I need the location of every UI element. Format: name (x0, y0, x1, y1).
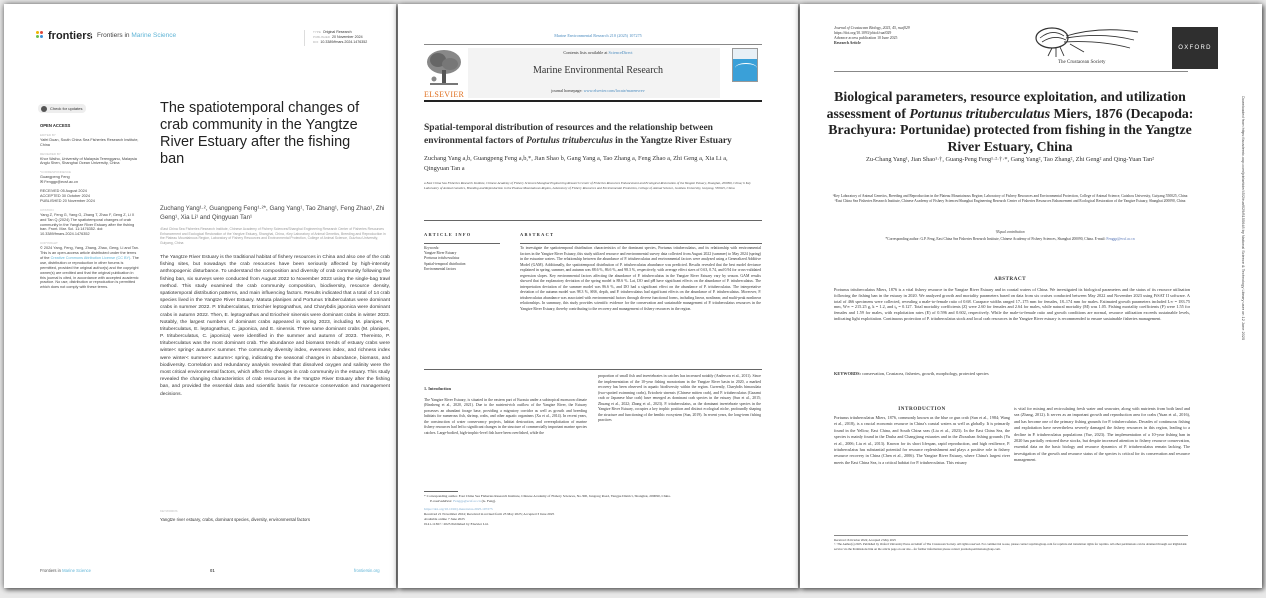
introduction-column-right: is vital for mixing and recirculating fresh water and seawater, along with nutrients from both land and sea (Zhang, 2012). It serves as an important growth and reproduction area for crabs (Yuan et al., 2016), and has become one of the primary fishing grounds for P. trituberculatus. Decades of continuous fishing and exploitation have nevertheless severely damaged the fishery resources in this region, leading to a decline in P. trituberculatus populations (Yue, 2023). The implementation of a 10-year fishing ban in 2020 has partially restored these stocks, but despite increased attention to fishery resource conservation, essential data on the basic biology and resource dynamics of P. trituberculatus remain lacking. The investigation of the growth and resource status of the species is critical for its conservation and resource management. (1014, 406, 1190, 463)
author-list: Zuchang Yang a,b, Guangpeng Feng a,b,*, Jian Shao b, Gang Yang a, Tao Zhang a, Feng Zhao a, Zhi Geng a, Xia Li a, Qingyuan Tan a (424, 155, 728, 172)
download-watermark: Downloaded from https://academic.oup.com/jcb/article/45/2/ruaf029/8155648 by National Science & Technology Library user on 12 June 2025 (1241, 96, 1246, 341)
journal-homepage: journal homepage: www.elsevier.com/locate/marenvrev (551, 88, 645, 93)
introduction-column-left: 1. Introduction The Yangtze River Estuary, is situated in the eastern part of Eurasia under a subtropical monsoon climate (Binsheng et al., 2020, 2021). Due to the nutrient-rich outflow of the Yangtze River, the Estuary possesses an abundant forage base, providing a migratory corridor as well as growth and breeding habitats for numerous fish, shrimp, crabs, and other aquatic organisms (Xu et al., 2014). In recent years, the construction of water conservancy projects, habitat destruction, and overexploitation of marine fishery resources had led to significant changes in the structure of commercially important marine species catches. Large-bodied, high-trophic-level fish have been overfished, while the (424, 386, 587, 435)
email-link[interactable]: Fenggp@ecsf.ac.cn (453, 499, 481, 503)
correspondence-email[interactable]: ✉ Fenggp@ecsf.ac.cn (40, 180, 79, 185)
footnotes: * Corresponding author. East China Sea Fisheries Research Institute, Chinese Academy of Fishery Sciences, No.300, Jungong Road, Yangpu District, Shanghai, 200090, China. E-mail address: Fenggp@ecsf.ac.cn (G. Feng). https://doi.org/10.1016/j.marenvres.2025.107275 Received 21 November 2024; Received in revised form 23 May 2025; Accepted 3 June 2025 Available online 7 June 2025 0141-1136/© 2025 Published by Elsevier Ltd. (424, 494, 761, 527)
license-link[interactable]: Creative Commons Attribution License (CC BY) (50, 255, 131, 260)
sciencedirect-link[interactable]: ScienceDirect (608, 50, 633, 55)
paper-page-frontiers (4, 4, 396, 588)
abstract-text: The Yangtze River Estuary is the traditional habitat of fishery resources in China and also one of the crab fishing sites, but nowadays the crab resources have been seriously affected by high-intensity anthropogenic disturbance. To understand the composition and diversity of crab community following the fishing ban, six surveys were conducted from August 2022 to November 2023 using the single-bag trawl method. This study examined the crab community composition, biodiversity, resource density, spatiotemporal distribution patterns, and main influencing factors. Results indicated that a total of 14 crab species lived in the Yangtze River Estuary. Matuta planipes and Portunus trituberculatus were dominant crabs in summer 2022. P. trituberculatus, Eriochier leptognathus, and Charybdis japonica were dominant crabs in autumn 2022. Then, E. leptognathus and Eriocheir sinensis were dominant crabs in winter 2023. Notably, the largest numbers of dominant crabs appeared in spring 2023, including M. planipes, P. trituberculatus, E. leptognathus, C. japonica, and E. sinensis. Three same dominant crabs (M. planipes, P. trituberculatus, C. japonica) were identified in the summer and autumn of 2023. Thereinto, P. trituberculatus was the most dominant crab. The abundance and biomass trends of estuary crabs were winter< spring< autumn< summer. The community diversity index, evenness index, and richness index were winter< summer< autumn< spring, indicating the seasonal changes in abundance, biomass, and biodiversity. Correlation and redundancy analysis revealed that dissolved oxygen and salinity were the most critical environmental factors, which affect the changes in crab community in the estuary. This study revealed the changing characteristics of crab resources in the Yangtze River Estuary after the fishing ban, and provided the essential data and scientific basis for resource conservation and management decisions. (160, 255, 390, 397)
footer-journal: Frontiers in Marine Science (40, 568, 91, 573)
abstract-heading: ABSTRACT (993, 276, 1027, 282)
homepage-link[interactable]: www.elsevier.com/locate/marenvrev (583, 88, 645, 93)
affiliations: a East China Sea Fisheries Research Institute, Chinese Academy of Fishery Sciences/Shanghai Engineering Research Center of Fisheries Resources Enhancement and Ecological Restoration of the Yangtze Estuary, Shanghai, 200090, China; b Key Laboratory of Animal Genetics, Breeding and Reproduction in the Plateau Mountainous Region, Laboratory of Fishery Resources and Environmental Protection, College of Animal Science, Guizhou University, Guiyang, 550025, China (424, 181, 751, 190)
keywords: Yangtze river estuary, crabs, dominant species, diversity, environmental factors (160, 517, 310, 522)
divider (834, 535, 1188, 536)
open-access-label: OPEN ACCESS (40, 123, 71, 128)
journal-cover-thumbnail (732, 48, 758, 82)
article-title: The spatiotemporal changes of crab community in the Yangtze River Estuary after the fishing ban (160, 100, 360, 167)
affiliations: ¹Key Laboratory of Animal Genetics, Breeding and Reproduction in the Plateau Mountainous Region; Laboratory of Fishery Resources and Environmental Protection, College of Animal Science, Guizhou University, Guiyang 550025, China ²East China Sea Fisheries Research Institute, Chinese Academy of Fishery Sciences/Shanghai Engineering Research Center of Fisheries Resources Enhancement and Ecological Restoration of the Yangtze Estuary, Shanghai 200090, China (832, 194, 1188, 204)
paper-page-oxford (800, 4, 1262, 588)
journal-meta: Journal of Crustacean Biology, 2025, 45, ruaf029 https://doi.org/10.1093/jcbiol/ruaf029 Advance access publication 10 June 2025 Research Article (834, 26, 910, 45)
introduction-column-left: Portunus trituberculatus Miers, 1876, commonly known as the blue or gun crab (Sun et al., 1984; Wang et al., 2018), is a crucial economic resource in China's coastal waters as well as globally. It is primarily found in the Yellow, East China, and South China seas (Liu et al., 2023). In the East China Sea, the species is mainly found in the Dasha and Changjiang estuaries and in the Zhoushan fishing grounds (Yu et al., 2006; Liu et al., 2013). Known for its short lifespan, rapid reproduction, and high resilience, P. trituberculatus has substantial potential for resource replenishment and plays a positive role in fishery resource recovery in China (Chen et al., 2006). The Yangtze River Estuary, where China's largest river meets the East China Sea, is a critical habitat for P. trituberculatus. This estuary (834, 415, 1010, 465)
divider (424, 44, 762, 45)
footer-website-link[interactable]: frontiersin.org (354, 568, 380, 573)
divider (424, 369, 762, 370)
divider (424, 220, 762, 221)
corresponding-author: *Corresponding author: G.P. Feng, East China Sea Fisheries Research Institute, Chinese Academy of Fishery Sciences, Shanghai 200090, China. E-mail: Fenggp@ecsf.ac.cn (885, 237, 1135, 241)
contents-line: Contents lists available at ScienceDirect (563, 50, 633, 55)
divider (424, 100, 762, 102)
section-heading: INTRODUCTION (898, 406, 946, 412)
divider (424, 491, 458, 492)
frontiers-logo: frontiers (36, 30, 93, 42)
crustacean-society-logo-icon (1030, 22, 1142, 62)
society-name: The Crustacean Society (1058, 60, 1106, 65)
author-list: Zu-Chang Yang¹, Jian Shao¹·†, Guang-Peng Feng¹·²·†·*, Gang Yang², Tao Zhang², Zhi Geng² and Qing-Yuan Tan² (865, 156, 1155, 163)
article-info-heading: ARTICLE INFO (424, 232, 472, 237)
divider (520, 243, 762, 244)
introduction-column-right: proportion of small fish and invertebrates in catches has increased notably (Anderson et al., 2011). Since the implementation of the 10-year fishing moratorium in the Yangtze River basin in 2020, a marked recovery has been observed in aquatic biodiversity within the region. Currently, Charybdis bimaculata (two-spotted swimming crabs), Eriocheir sinensis (Chinese mitten crab), and P. trituberculatus (Gazami crab or Japanese blue crab) have emerged as dominant crab species in the estuary (Sun et al., 2015; Zhuang et al., 2022; Zhang et al., 2023). P. trituberculatus, as the dominant invertebrate species in the Yangtze River Estuary, occupies a key trophic position and distinct ecological niche, profoundly shaping the structure and functioning of the benthic ecosystem (Sun, 2019). In recent years, the long-term fishing practices (598, 374, 761, 423)
journal-citation[interactable]: Marine Environmental Research 210 (2025) 107275 (554, 33, 642, 38)
article-title: Spatial-temporal distribution of resources and the relationship between environmental factors of Portulus trituberculus in the Yangtze River Estuary (424, 123, 732, 146)
email-link[interactable]: Fenggp@ecsf.ac.cn (1106, 237, 1135, 241)
divider (424, 243, 500, 244)
divider (834, 71, 1188, 72)
doi-link[interactable]: https://doi.org/10.1093/jcbiol/ruaf029 (834, 31, 892, 35)
article-title: Biological parameters, resource exploitation, and utilization assessment of Portunus trituberculatus Miers, 1876 (Decapoda: Brachyura: Portunidae) protected from fishing in the Yangtze River Estuary, China (826, 89, 1194, 155)
publisher-logo: ELSEVIER (424, 90, 465, 99)
journal-name: Marine Environmental Research (533, 65, 663, 76)
abstract-text: To investigate the spatiotemporal distribution characteristics of the dominant species, Portunus trituberculatus, and its relationship with environmental factors in the Yangtze River Estuary, this study utilized resource and environmental survey data collected from August 2022 (summer) to May 2024 (spring) in the estuarine waters. The relationship between the abundance of P. trituberculatus and environmental factors were analyzed using a Generalized Additive Model (GAM). Additionally, the spatiotemporal distribution of P. trituberculatus abundance was predicted. Results revealed that the best model deviance explained in spring, summer, and autumn was 88.6 %, 86.6 %, and 98.3 %, respectively, with average effect sizes of 0.63, 0.74, and 0.94 for cross-validated regression slopes. Key environmental factors affecting the abundance of P. trituberculatus in the Yangtze River Estuary vary by season. GAM results showed that the explanatory deviation of the spring model is 88.6 %. Lat, DO and pH have significant effects on the abundance of P. trituberculatus. The interpretation deviation of the summer model was 86.6 %, and DO had a significant effect on the abundance of P. trituberculatus. The interpretative deviation of the autumn model was 98.3 %, SBS, depth, and P. trituberculatus had significant effects on the abundance of P. trituberculatus. Moreover, P. trituberculatus abundance was associated with environmental factors through diverse functional forms, including linear, nonlinear, and multi-peak nonlinear relationships. In summary, this study provides scientific evidence for the conservation and sustainable management of P. trituberculatus resources in the Yangtze River Estuary, thereby contributing to the recovery and management of fishery resources in the region. (520, 246, 761, 312)
author-list: Zuchang Yang¹·², Guangpeng Feng¹·²*, Gang Yang¹, Tao Zhang¹, Feng Zhao¹, Zhi Geng¹, Xia Li¹ and Qingyuan Tan¹ (160, 205, 385, 221)
doi-link[interactable]: 10.3389/fmars.2024.1476352 (320, 40, 368, 45)
check-for-updates-button[interactable]: Check for updates (38, 104, 86, 113)
journal-name: Frontiers in Marine Science (90, 32, 176, 39)
keywords: KEYWORDS: conservation, Crustacea, fisheries, growth, morphology, protected species (834, 371, 989, 376)
article-meta: TYPE Original Research PUBLISHED 20 November 2024 DOI 10.3389/fmars.2024.1476352 (304, 30, 367, 46)
paper-page-elsevier (398, 4, 798, 588)
doi-link[interactable]: https://doi.org/10.1016/j.marenvres.2025.107275 (424, 507, 493, 511)
keywords-label: KEYWORDS (160, 509, 178, 513)
frontiers-logo-icon (36, 31, 45, 41)
article-footer: Received 16 October 2024; Accepted 2 May 2025 © The Author(s) 2025. Published by Oxford University Press on behalf of The Crustacean Society. All rights reserved. For commercial re-use, please contact reprints@oup.com for reprints and translation rights for reprints. All other permissions can be obtained through our RightsLink service via the Permissions link on the article page on our site—for further information please contact journals.permissions@oup.com. (834, 538, 1187, 551)
keywords: Keywords: Yangtze River Estuary Portunus trituberculatus Spatial-temporal distribution Environmental factors (424, 246, 466, 271)
page-number: 01 (210, 568, 215, 573)
section-heading: 1. Introduction (424, 386, 451, 391)
abstract-text: Portunus trituberculatus Miers, 1876 is a vital fishery resource in the Yangtze River Estuary and in coastal waters of China. We investigated its biological parameters and the status of its resource utilisation following the fishing ban in the estuary in 2020. We analyzed growth and mortality parameters based on data from six cruises conducted between May 2022 and November 2023 using FiSAT II software. A total of 466 specimens were collected, revealing a male-to-female ratio of 0.68. Carapace widths ranged 17–175 mm for females, 18–174 mm for males. Estimated growth parameters included L∞ = 183.75 mm, W∞ = 215.25 g, k = 1.2, and t₀ = 0.127. Total mortality coefficients (Z) were 2.60 for females and 2.64 for males, while natural mortality (M) was 1.05. Fishing mortality coefficients (F) were 1.55 for females and 1.59 for males, with exploitation rates (E) of 0.596 and 0.602, respectively. While the male-to-female ratio and growth conditions are normal, resource utilization exceeds sustainable levels, indicating light exploitation. Continuous protection of P. trituberculatus stock and local crab resources in the Yangtze River estuary is recommended to ensure sustainable fisheries management. (834, 287, 1190, 321)
affiliations: ¹East China Sea Fisheries Research Institute, Chinese Academy of Fishery Sciences/Shanghai Engineering Research Center of Fisheries Resources Enhancement and Ecological Restoration of the Yangtze Estuary, Shanghai, China, ²Key Laboratory of Animal Genetics, Breeding and Reproduction in the Plateau Mountainous Region, Laboratory of Fishery Resources and Environmental Protection, College of Animal Science, Guizhou University, Guiyang, China (160, 227, 386, 245)
abstract-heading: ABSTRACT (520, 232, 555, 237)
article-sidebar: OPEN ACCESS EDITED BY Yafei Duan, South China Sea Fisheries Research Institute, China REVIEWED BY Khor Waiho, University of Malaysia Terengganu, Malaysia Anglu Shen, Shanghai Ocean University, China *CORRESPONDENCE Guangpeng Feng ✉ Fenggp@ecsf.ac.cn RECEIVED 05 August 2024 ACCEPTED 30 October 2024 PUBLISHED 20 November 2024 CITATION Yang Z, Feng G, Yang G, Zhang T, Zhao F, Geng Z, Li X and Tan Q (2024) The spatiotemporal changes of crab community in the Yangtze River Estuary after the fishing ban. Front. Mar. Sci. 11:1476352. doi: 10.3389/fmars.2024.1476352 COPYRIGHT © 2024 Yang, Feng, Yang, Zhang, Zhao, Geng, Li and Tan. This is an open-access article distributed under the terms of the Creative Commons Attribution License (CC BY). The use, distribution or reproduction in other forums is permitted, provided the original author(s) and the copyright owner(s) are credited and that the original publication in this journal is cited, in accordance with accepted academic practice. No use, distribution or reproduction is permitted which does not comply with these terms. (40, 123, 139, 290)
equal-contribution-note: †Equal contribution (995, 230, 1025, 234)
oxford-logo: OXFORD (1172, 27, 1218, 69)
